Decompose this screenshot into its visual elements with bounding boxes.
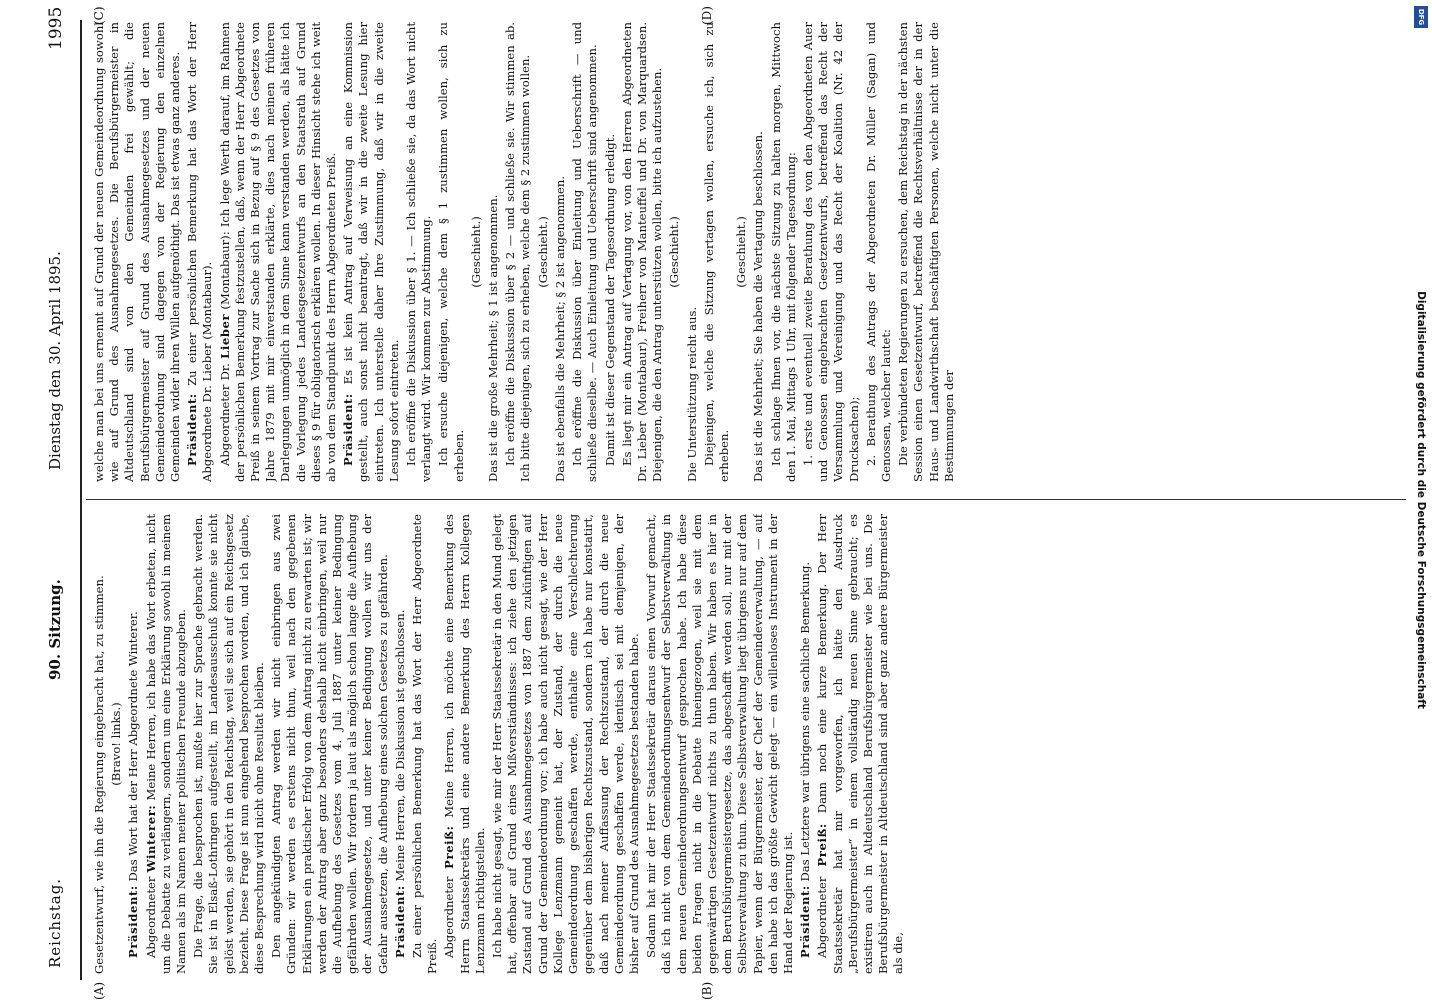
paragraph-text: Es ist kein Antrag auf Verweisung an eine Kommission gestellt, auch sonst nicht beantragt, daß wir in die zweite Lesung hier eintreten. Ich unterstelle daher Ihre Zustimmung, daß wir in die zweite Lesung sofort eintreten. <box>341 22 401 482</box>
paragraph-text: Meine Herren, ich möchte eine Bemerkung des Herrn Staatssekretärs und eine andere Bemerkung des Herrn Kollegen Lenzmann richtigstellen. <box>442 514 487 974</box>
paragraph-text: Abgeordneter Dr. <box>217 358 232 466</box>
paragraph-text: Diejenigen, welche die Sitzung vertagen wollen, ersuche ich, sich zu erheben. <box>701 22 731 482</box>
right-column <box>92 22 1412 482</box>
paragraph-text: Zu einer persönlichen Bemerkung hat das Wort der Herr Abgeordnete Dr. Lieber (Montabaur). <box>185 22 215 482</box>
paragraph <box>126 514 141 974</box>
paragraph-text: Ich schlage Ihnen vor, die nächste Sitzung zu halten morgen, Mittwoch den 1. Mai, Mittags 1 Uhr, mit folgender Tagesordnung: <box>768 22 798 482</box>
header-left: Reichstag. <box>46 877 64 968</box>
margin-marker-a: (A) <box>92 981 106 1000</box>
speaker-name: Präsident: <box>126 885 141 958</box>
paragraph <box>644 514 796 974</box>
paragraph <box>896 22 957 482</box>
paragraph-text: Das ist die Mehrheit; Sie haben die Vertagung beschlossen. <box>751 131 766 482</box>
paragraph-text: (Bravo! links.) <box>109 702 124 786</box>
paragraph <box>490 514 642 974</box>
left-column <box>92 514 1412 974</box>
paragraph <box>191 514 267 974</box>
paragraph <box>603 22 618 482</box>
paragraph-text: Dann noch eine kurze Bemerkung. Der Herr Staatssekretär hat mir vorgeworfen, ich hätte den Ausdruck „Berufsbürgermeister“ in einem vollständig neuen Sinne gebraucht; es existiren auch in Altdeutschland Berufsbürgermeister wie bei uns. Die Berufsbürgermeister in Altdeutschland sind aber ganz andere Bürgermeister als die, <box>815 514 906 974</box>
paragraph <box>486 22 501 482</box>
paragraph-text: welche man bei uns ernennt auf Grund der neuen Gemeindeordnung sowohl wie auf Grund des Ausnahmegesetzes. Die Berufsbürgermeister in Altdeutschland sind von den Gemeinden frei gewählt; die Berufsbürgermeister auf Grund des Ausnahmegesetzes und der neuen Gemeindeordnung sind dagegen von der Regierung den einzelnen Gemeinden wider ihren Willen aufgenöthigt. Das ist etwas ganz anderes. <box>92 22 183 482</box>
paragraph <box>410 514 440 974</box>
digitization-credit <box>1412 2 1430 998</box>
paragraph-text: Das Wort hat der Herr Abgeordnete Winterer. <box>126 611 141 886</box>
paragraph <box>798 514 813 974</box>
paragraph <box>536 22 551 482</box>
paragraph-text: Ich ersuche diejenigen, welche dem § 1 zustimmen wollen, sich zu erheben. <box>436 22 466 482</box>
margin-marker-c: (C) <box>92 6 106 25</box>
paragraph <box>503 22 533 482</box>
paragraph <box>702 22 732 482</box>
paragraph-text: Abgeordneter <box>815 866 830 958</box>
paragraph-text: Sodann hat mir der Herr Staatssekretär daraus einen Vorwurf gemacht, daß ich nicht von dem Gemeindeordnungsentwurf der Selbstverwaltung in dem neuen Gemeindeordnungsentwurf gesprochen habe. Ich habe diese beiden Fragen nicht in die Debatte hineingezogen, weil sie mit dem gegenwärtigen Gesetzentwurf nichts zu thun haben. Wir haben es hier in dem Berufsbürgermeistergesetze, das abgeschafft werden soll, nur mit der Selbstverwaltung zu thun. Diese Selbstverwaltung liegt übrigens nur auf dem Papier, wenn der Bürgermeister, der Chef der Gemeindeverwaltung, — auf den habe ich das größte Gewicht gelegt — ein willenloses Instrument in der Hand der Regierung ist. <box>644 514 795 974</box>
speaker-name: Präsident: <box>392 885 407 958</box>
paragraph <box>436 22 466 482</box>
paragraph <box>269 514 391 974</box>
paragraph <box>442 514 488 974</box>
paragraph-text: Ich eröffne die Diskussion über Einleitung und Ueberschrift — und schließe dieselbe. — Auch Einleitung und Ueberschrift sind angenommen. <box>570 22 600 482</box>
column-divider <box>86 499 1406 500</box>
header-rule <box>80 20 82 980</box>
paragraph <box>769 22 799 482</box>
paragraph <box>751 22 766 482</box>
paragraph <box>404 22 434 482</box>
paragraph-text: (Geschieht.) <box>734 216 749 288</box>
margin-marker-b: (B) <box>700 981 714 1000</box>
page-number: 1995 <box>46 6 66 50</box>
page-header <box>6 0 66 1000</box>
paragraph <box>801 22 862 482</box>
paragraph-text: 1. erste und eventuell zweite Berathung des von den Abgeordneten Auer und Genossen eingebrachten Gesetzentwurfs, betreffend das Recht der Versammlung und Vereinigung und das Recht der Koalition (Nr. 42 der Drucksachen); <box>800 22 861 482</box>
paragraph-text: Es liegt mir ein Antrag auf Vertagung vor, von den Herren Abgeordneten Dr. Lieber (Montabaur), Freiherr von Manteuffel und Dr. von Marquardsen. Diejenigen, die den Antrag unterstützen wollen, bitte ich aufzustehen. <box>619 22 665 482</box>
paragraph <box>667 22 682 482</box>
paragraph <box>570 22 600 482</box>
dfg-logo-text: DFG <box>1417 8 1425 26</box>
paragraph-text: Gesetzentwurf, wie ihn die Regierung eingebracht hat, zu stimmen. <box>92 575 106 974</box>
paragraph <box>553 22 568 482</box>
margin-marker-d: (D) <box>700 6 714 25</box>
digitization-credit-text: Digitalisierung gefördert durch die Deutsche Forschungsgemeinschaft <box>1415 291 1427 709</box>
paragraph-text: 2. Berathung des Antrags der Abgeordneten Dr. Müller (Sagan) und Genossen, welcher lautet: <box>863 22 893 482</box>
paragraph <box>393 514 408 974</box>
paragraph <box>864 22 894 482</box>
paragraph-text: Ich habe nicht gesagt, wie mir der Herr Staatssekretär in den Mund gelegt hat, offenbar auf Grund eines Mißverständnisses: ich ziehe den jetzigen Zustand auf Grund des Ausnahmegesetzes von 1887 dem zukünftigen auf Grund der Gemeindeordnung vor; ich habe auch nicht gesagt, wie der Herr Kollege Lenzmann gemeint hat, der Zustand, der durch die neue Gemeindeordnung geschaffen werde, enthalte eine Verschlechterung gegenüber dem bisherigen Rechtszustand, sondern ich habe nur konstatirt, daß nach meiner Auffassung der Rechtszustand, der durch die neue Gemeindeordnung geschaffen werde, identisch sei mit demjenigen, der bisher auf Grund des Ausnahmegesetzes bestanden habe. <box>490 514 641 974</box>
paragraph-text: (Geschieht.) <box>667 216 682 288</box>
speaker-name: Präsident: <box>185 393 200 466</box>
paragraph-text: (Montabaur): Ich lege Werth darauf, im Rahmen der persönlichen Bemerkung festzustellen, daß, wenn der Herr Abgeordnete Preiß in seinem Vortrag zur Sache sich in Bezug auf § 9 des Gesetzes von Jahre 1879 mit mir einverstanden erklärte, dies nach meinen früheren Darlegungen unmöglich in dem Sinne kann verstanden werden, als hätte ich die Vorlegung jedes Landesgesetzentwurfs an den Staatsrath auf Grund dieses § 9 für obligatorisch erklären wollen. In dieser Hinsicht stehe ich weit ab von dem Standpunkt des Herrn Abgeordneten Preiß. <box>217 22 339 482</box>
paragraph-text: (Geschieht.) <box>468 216 483 288</box>
paragraph-text: Meine Herren, ich habe das Wort erbeten, nicht um die Debatte zu verlängern, sondern um eine Erklärung sowohl in meinem Namen als im Namen meiner politischen Freunde abzugeben. <box>143 514 189 974</box>
paragraph <box>185 22 215 482</box>
paragraph <box>144 514 190 974</box>
paragraph-text: (Geschieht.) <box>535 216 550 288</box>
paragraph <box>734 22 749 482</box>
speaker-name: Preiß: <box>442 825 457 869</box>
paragraph-text: Die Frage, die besprochen ist, mußte hier zur Sprache gebracht werden. Sie ist in Elsaß-Lothringen aufgestellt, im Landesausschuß konnte sie nicht gelöst werden, sie gehört in den Reichstag, weil sie sich auf ein Reichsgesetz bezieht. Diese Frage ist nun eingehend besprochen worden, und ich glaube, diese Besprechung wird nicht ohne Resultat bleiben. <box>191 514 267 974</box>
paragraph <box>109 514 124 974</box>
paragraph-text: Meine Herren, die Diskussion ist geschlossen. <box>392 609 407 886</box>
paragraph-text: Den angekündigten Antrag werden wir nicht einbringen aus zwei Gründen: wir werden es erstens nicht thun, weil nach den gegebenen Erklärungen ein praktischer Erfolg von dem Antrag nicht zu erwarten ist; wir werden der Antrag aber ganz besonders deshalb nicht einbringen, weil nur die Aufhebung des Gesetzes vom 4. Juli 1887 unter keiner Bedingung gefährden wollen. Wir fordern ja laut als möglich schon lange die Aufhebung der Ausnahmegesetze, und unter keiner Bedingung wollen wir uns der Gefahr aussetzen, die Aufhebung eines solchen Gesetzes zu gefährden. <box>269 514 390 974</box>
paragraph-text: Abgeordneter <box>143 872 158 958</box>
paragraph-text: Die verbündeten Regierungen zu ersuchen, dem Reichstag in der nächsten Session einen Gesetzentwurf, betreffend die Rechtsverhältnisse der in der Haus- und Landwirthschaft beschäftigten Personen, welche nicht unter die Bestimmungen der <box>896 22 956 482</box>
paragraph <box>620 22 666 482</box>
paragraph-text: Ich eröffne die Diskussion über § 1. — Ich schließe sie, da das Wort nicht verlangt wird. Wir kommen zur Abstimmung. <box>404 22 434 482</box>
paragraph <box>92 514 107 974</box>
paragraph <box>685 22 700 482</box>
paragraph-text: Zu einer persönlichen Bemerkung hat das Wort der Herr Abgeordnete Preiß. <box>410 514 440 974</box>
paragraph-text: Ich eröffne die Diskussion über § 2 — und schließe sie. Wir stimmen ab. Ich bitte diejenigen, sich zu erheben, welche dem § 2 zustimmen wollen. <box>503 22 533 482</box>
speaker-name: Preiß: <box>815 823 830 867</box>
speaker-name: Lieber <box>217 313 232 359</box>
paragraph-text: Abgeordneter <box>442 868 457 958</box>
paragraph <box>218 22 340 482</box>
speaker-name: Präsident: <box>798 885 813 958</box>
paragraph <box>815 514 906 974</box>
paragraph <box>92 22 183 482</box>
header-session: 90. Sitzung. <box>46 579 64 680</box>
dfg-logo <box>1414 6 1428 28</box>
paragraph-text: Das Letztere war übrigens eine sachliche Bemerkung. <box>798 561 813 886</box>
paragraph <box>469 22 484 482</box>
speaker-name: Präsident: <box>341 393 356 466</box>
paragraph-text: Damit ist dieser Gegenstand der Tagesordnung erledigt. <box>602 133 617 466</box>
paragraph-text: Das ist ebenfalls die Mehrheit; § 2 ist angenommen. <box>552 175 567 482</box>
speaker-name: Winterer: <box>143 804 158 873</box>
header-date: Dienstag den 30. April 1895. <box>46 251 64 470</box>
paragraph-text: Das ist die große Mehrheit; § 1 ist angenommen. <box>486 194 501 482</box>
paragraph-text: Die Unterstützung reicht aus. <box>684 306 699 482</box>
paragraph <box>341 22 402 482</box>
